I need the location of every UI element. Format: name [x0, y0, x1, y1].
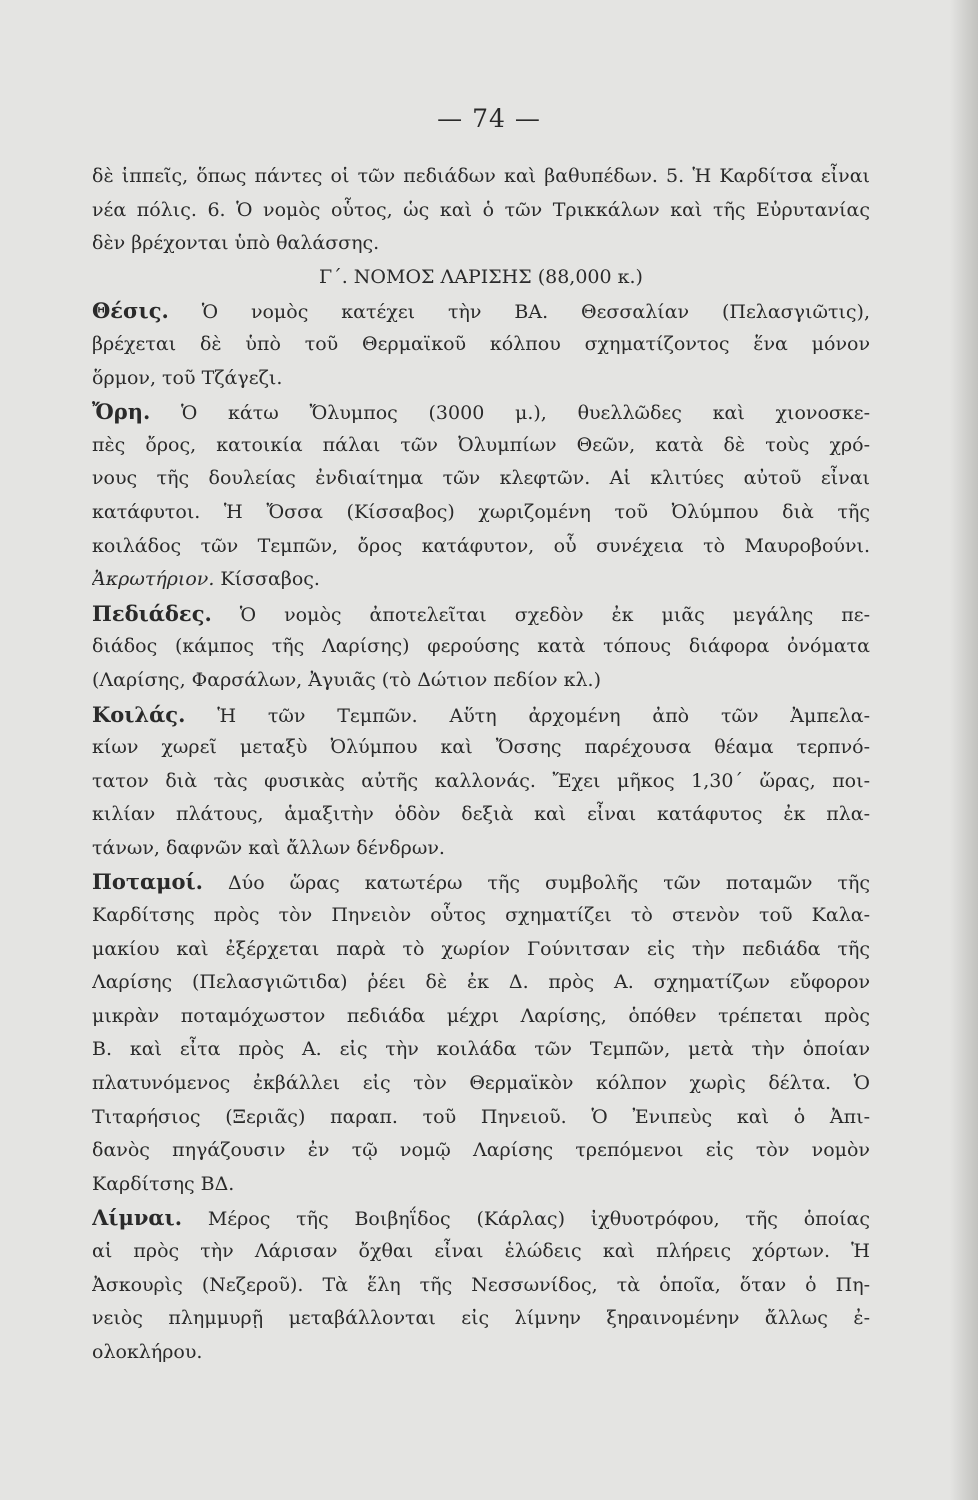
line-text: Δύο ὥρας κατωτέρω τῆς συμβολῆς τῶν ποταμῶν τῆς: [202, 872, 870, 895]
text-line: [92, 933, 870, 967]
line-text: τατον διὰ τὰς φυσικὰς αὐτῆς καλλονάς. Ἔχει μῆκος 1,30΄ ὥρας, ποι-: [92, 769, 870, 792]
line-text: ὅρμον, τοῦ Τζάγεζι.: [92, 366, 283, 389]
section-heading: Λίμναι.: [92, 1205, 183, 1231]
line-text: μακίου καὶ ἐξέρχεται παρὰ τὸ χωρίον Γούνιτσαν εἰς τὴν πεδιάδα τῆς: [92, 937, 870, 960]
line-text: Τιταρήσιος (Ξεριᾶς) παραπ. τοῦ Πηνειοῦ. Ὁ Ἐνιπεὺς καὶ ὁ Ἀπι-: [92, 1105, 870, 1128]
line-text: Ὁ νομὸς ἀποτελεῖται σχεδὸν ἐκ μιᾶς μεγάλης πε-: [211, 603, 870, 626]
line-text: Μέρος τῆς Βοιβηΐδος (Κάρλας) ἰχθυοτρόφου, τῆς ὁποίας: [182, 1208, 870, 1231]
text-line: [92, 664, 870, 698]
line-text: ολοκλήρου.: [92, 1340, 203, 1363]
text-line: [92, 731, 870, 765]
text-line: [92, 765, 870, 799]
line-text: νειὸς πλημμυρῇ μεταβάλλονται εἰς λίμνην ξηραινομένην ἄλλως ἐ-: [92, 1307, 870, 1330]
text-line: [92, 1269, 870, 1303]
line-text: μικρὰν ποταμόχωστον πεδιάδα μέχρι Λαρίσης, ὁπόθεν τρέπεται πρὸς: [92, 1004, 870, 1027]
line-text: κατάφυτοι. Ἡ Ὄσσα (Κίσσαβος) χωριζομένη τοῦ Ὀλύμπου διὰ τῆς: [92, 500, 870, 523]
section-heading: Θέσις.: [92, 298, 169, 324]
line-text: Καρδίτσης πρὸς τὸν Πηνειὸν οὗτος σχηματίζει τὸ στενὸν τοῦ Καλα-: [92, 904, 870, 927]
text-line: [92, 294, 870, 328]
text-line: [92, 1033, 870, 1067]
line-text: Ὁ νομὸς κατέχει τὴν ΒΑ. Θεσσαλίαν (Πελασγιῶτις),: [168, 301, 870, 324]
text-line: [92, 328, 870, 362]
line-text: νέα πόλις. 6. Ὁ νομὸς οὗτος, ὡς καὶ ὁ τῶν Τρικκάλων καὶ τῆς Εὐρυτανίας: [92, 198, 870, 221]
text-line: [92, 1302, 870, 1336]
text-line: [92, 261, 870, 295]
line-text: βρέχεται δὲ ὑπὸ τοῦ Θερμαϊκοῦ κόλπου σχηματίζοντος ἕνα μόνον: [92, 332, 870, 355]
text-line: [92, 462, 870, 496]
text-body: [92, 160, 870, 1369]
text-line: [92, 899, 870, 933]
line-text: πλατυνόμενος ἐκβάλλει εἰς τὸν Θερμαϊκὸν κόλπον χωρὶς δέλτα. Ὁ: [92, 1072, 870, 1095]
line-text: κιλίαν πλάτους, ἁμαξιτὴν ὁδὸν δεξιὰ καὶ εἶναι κατάφυτος ἐκ πλα-: [92, 803, 870, 826]
text-line: [92, 1235, 870, 1269]
text-line: [92, 1134, 870, 1168]
text-line: [92, 1168, 870, 1202]
text-line: [92, 530, 870, 564]
text-line: [92, 832, 870, 866]
text-line: [92, 966, 870, 1000]
text-line: [92, 395, 870, 429]
section-heading: Πεδιάδες.: [92, 600, 212, 626]
line-text: διάδος (κάμπος τῆς Λαρίσης) φερούσης κατὰ τόπους διάφορα ὀνόματα: [92, 635, 870, 658]
line-text: τάνων, δαφνῶν καὶ ἄλλων δένδρων.: [92, 836, 445, 859]
text-line: [92, 227, 870, 261]
line-text: αἱ πρὸς τὴν Λάρισαν ὄχθαι εἶναι ἑλώδεις καὶ πλήρεις χόρτων. Ἡ: [92, 1240, 870, 1262]
line-text: Κίσσαβος.: [214, 568, 320, 591]
italic-label: Ἀκρωτήριον.: [92, 568, 215, 591]
text-line: [92, 1336, 870, 1370]
line-text: Ἡ τῶν Τεμπῶν. Αὕτη ἀρχομένη ἀπὸ τῶν Ἀμπελα-: [185, 704, 870, 727]
text-line: [92, 1000, 870, 1034]
line-text: (Λαρίσης, Φαρσάλων, Ἀγυιᾶς (τὸ Δώτιον πεδίον κλ.): [92, 668, 602, 691]
line-text: δανὸς πηγάζουσιν ἐν τῷ νομῷ Λαρίσης τρεπόμενοι εἰς τὸν νομὸν: [92, 1139, 870, 1162]
line-text: δὲ ἱππεῖς, ὅπως πάντες οἱ τῶν πεδιάδων καὶ βαθυπέδων. 5. Ἡ Καρδίτσα εἶναι: [92, 165, 870, 187]
line-text: νους τῆς δουλείας ἐνδιαίτημα τῶν κλεφτῶν. Αἱ κλιτύες αὐτοῦ εἶναι: [92, 467, 870, 490]
line-text: Λαρίσης (Πελασγιῶτιδα) ῥέει δὲ ἐκ Δ. πρὸς Α. σχηματίζων εὔφορον: [92, 971, 870, 994]
section-heading: Κοιλάς.: [92, 701, 186, 727]
text-line: [92, 865, 870, 899]
section-heading: Ὄρη.: [92, 399, 151, 425]
line-text: Ἀσκουρὶς (Νεζεροῦ). Τὰ ἕλη τῆς Νεσσωνίδος, τὰ ὁποῖα, ὅταν ὁ Πη-: [92, 1273, 870, 1296]
line-text: κίων χωρεῖ μεταξὺ Ὀλύμπου καὶ Ὄσσης παρέχουσα θέαμα τερπνό-: [92, 736, 870, 759]
line-text: πὲς ὄρος, κατοικία πάλαι τῶν Ὀλυμπίων Θεῶν, κατὰ δὲ τοὺς χρό-: [92, 433, 870, 456]
text-line: [92, 630, 870, 664]
text-line: [92, 1201, 870, 1235]
text-line: [92, 563, 870, 597]
line-text: Γ΄. ΝΟΜΟΣ ΛΑΡΙΣΗΣ (88,000 κ.): [319, 265, 643, 288]
line-text: Ὁ κάτω Ὄλυμπος (3000 μ.), θυελλῶδες καὶ χιονοσκε-: [150, 402, 870, 425]
line-text: Β. καὶ εἶτα πρὸς Α. εἰς τὴν κοιλάδα τῶν Τεμπῶν, μετὰ τὴν ὁποίαν: [92, 1038, 870, 1061]
text-line: [92, 1101, 870, 1135]
text-line: [92, 597, 870, 631]
line-text: Καρδίτσης ΒΔ.: [92, 1172, 235, 1195]
page-edge-shadow: [950, 0, 978, 1500]
text-line: [92, 798, 870, 832]
text-line: [92, 362, 870, 396]
line-text: κοιλάδος τῶν Τεμπῶν, ὄρος κατάφυτον, οὗ συνέχεια τὸ Μαυροβούνι.: [92, 534, 870, 557]
text-line: [92, 496, 870, 530]
text-line: [92, 1067, 870, 1101]
section-heading: Ποταμοί.: [92, 869, 203, 895]
text-line: [92, 698, 870, 732]
text-line: [92, 160, 870, 194]
text-line: [92, 429, 870, 463]
text-line: [92, 194, 870, 228]
page-number: — 74 —: [437, 104, 541, 133]
line-text: δὲν βρέχονται ὑπὸ θαλάσσης.: [92, 232, 380, 255]
